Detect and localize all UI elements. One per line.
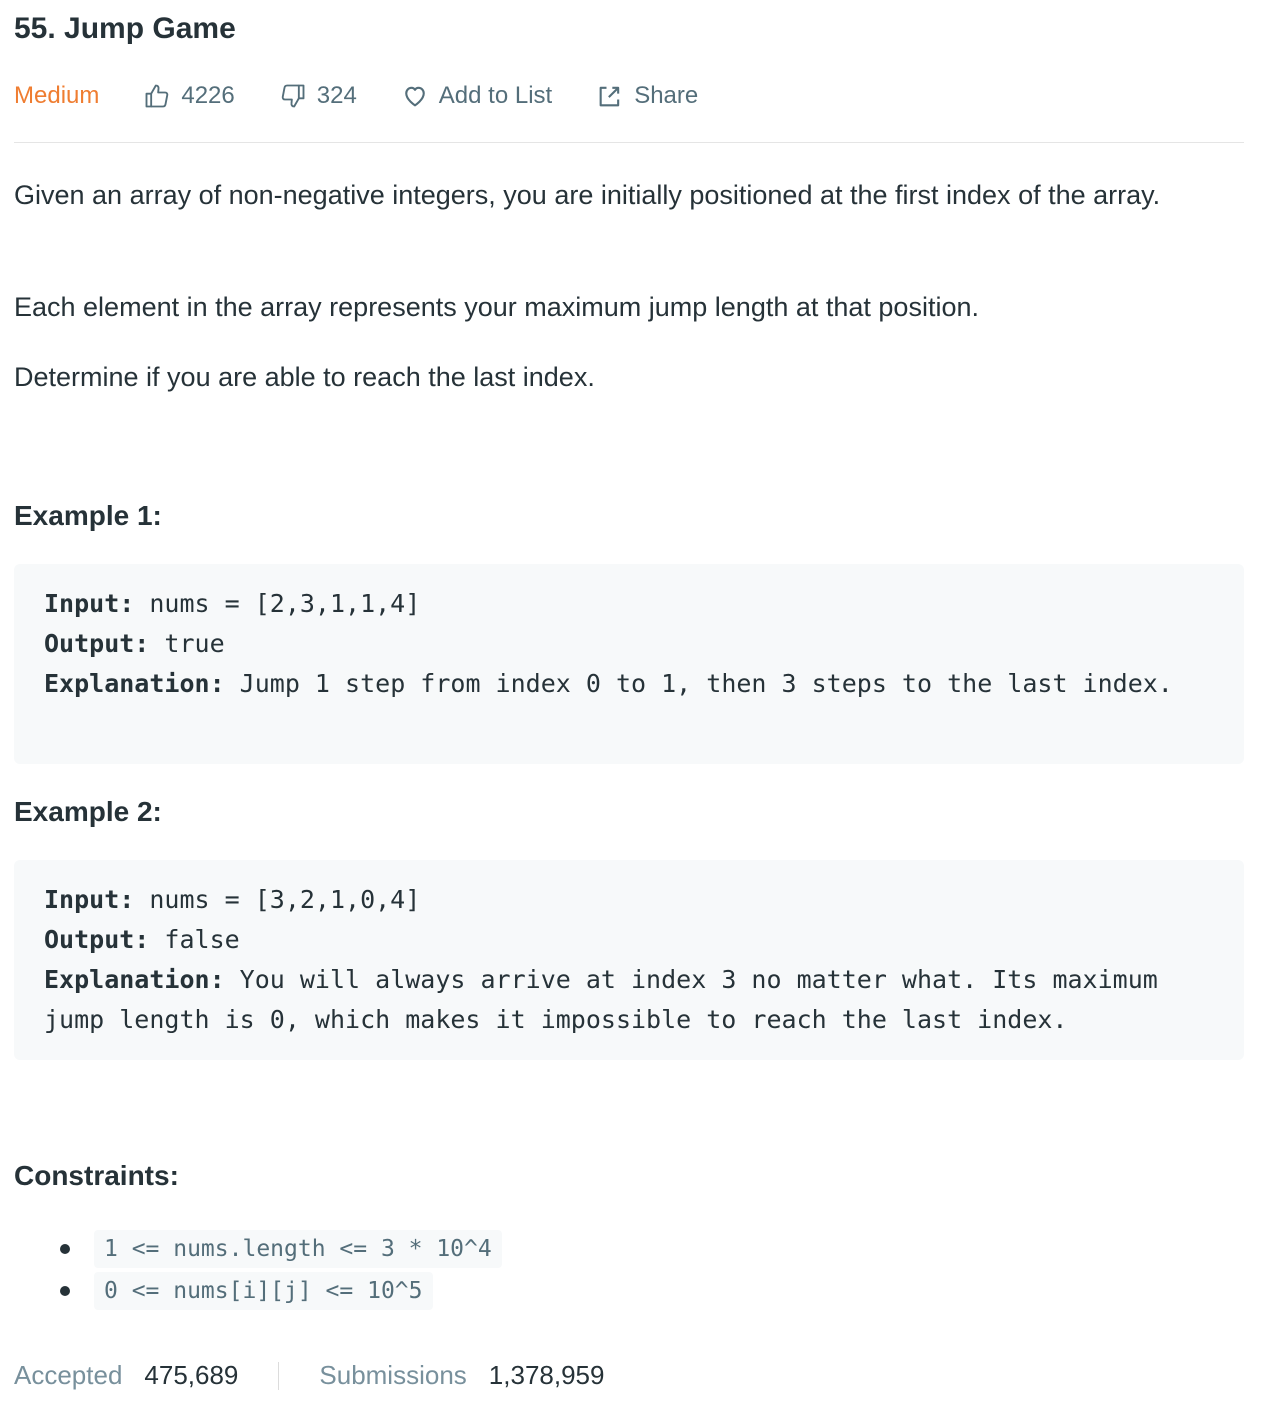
heart-icon (401, 82, 429, 110)
example-2-heading: Example 2: (14, 796, 162, 827)
description-paragraph: Given an array of non-negative integers, you are initially positioned at the first index of the array. (14, 180, 1161, 210)
problem-title: 55. Jump Game (14, 12, 236, 45)
explanation-value: You will always arrive at index 3 no matter what. Its maximum jump length is 0, which makes it impossible to reach the last index. (44, 965, 1173, 1034)
input-label: Input: (44, 589, 135, 618)
thumbs-down-icon (279, 82, 307, 110)
stats-divider (278, 1362, 279, 1390)
add-to-list-button[interactable] (401, 82, 552, 110)
output-value: true (149, 629, 225, 658)
dislike-button[interactable] (279, 82, 357, 110)
header-divider (14, 142, 1244, 143)
constraint-item (60, 1270, 502, 1312)
share-button[interactable] (596, 82, 698, 110)
dislikes-count: 324 (316, 82, 357, 109)
explanation-label: Explanation: (44, 965, 225, 994)
example-2-code-block (14, 860, 1244, 1060)
description-paragraph: Determine if you are able to reach the last index. (14, 362, 595, 392)
likes-count: 4226 (181, 82, 235, 109)
constraint-item (60, 1228, 502, 1270)
explanation-label: Explanation: (44, 669, 225, 698)
accepted-value: 475,689 (144, 1360, 239, 1390)
constraint-code: 0 <= nums[i][j] <= 10^5 (94, 1272, 433, 1310)
submission-stats (14, 1360, 604, 1391)
submissions-value: 1,378,959 (488, 1360, 605, 1390)
problem-meta-bar (14, 80, 742, 112)
description-paragraph: Each element in the array represents your maximum jump length at that position. (14, 292, 979, 322)
bullet-icon (60, 1244, 70, 1254)
input-value: nums = [2,3,1,1,4] (134, 589, 421, 618)
explanation-value: Jump 1 step from index 0 to 1, then 3 steps to the last index. (224, 669, 1173, 698)
example-1-heading: Example 1: (14, 500, 162, 531)
input-label: Input: (44, 885, 135, 914)
example-1-code-block (14, 564, 1244, 764)
output-label: Output: (44, 925, 150, 954)
share-label: Share (634, 82, 699, 109)
share-icon (596, 82, 624, 110)
submissions-label: Submissions (319, 1360, 467, 1390)
bullet-icon (60, 1286, 70, 1296)
constraints-list (60, 1228, 502, 1312)
output-label: Output: (44, 629, 150, 658)
difficulty-label: Medium (14, 82, 100, 109)
constraints-heading: Constraints: (14, 1160, 179, 1191)
constraint-code: 1 <= nums.length <= 3 * 10^4 (94, 1230, 502, 1268)
output-value: false (149, 925, 240, 954)
add-to-list-label: Add to List (438, 82, 553, 109)
input-value: nums = [3,2,1,0,4] (134, 885, 421, 914)
like-button[interactable] (143, 82, 234, 110)
accepted-label: Accepted (14, 1360, 123, 1390)
thumbs-up-icon (143, 82, 171, 110)
